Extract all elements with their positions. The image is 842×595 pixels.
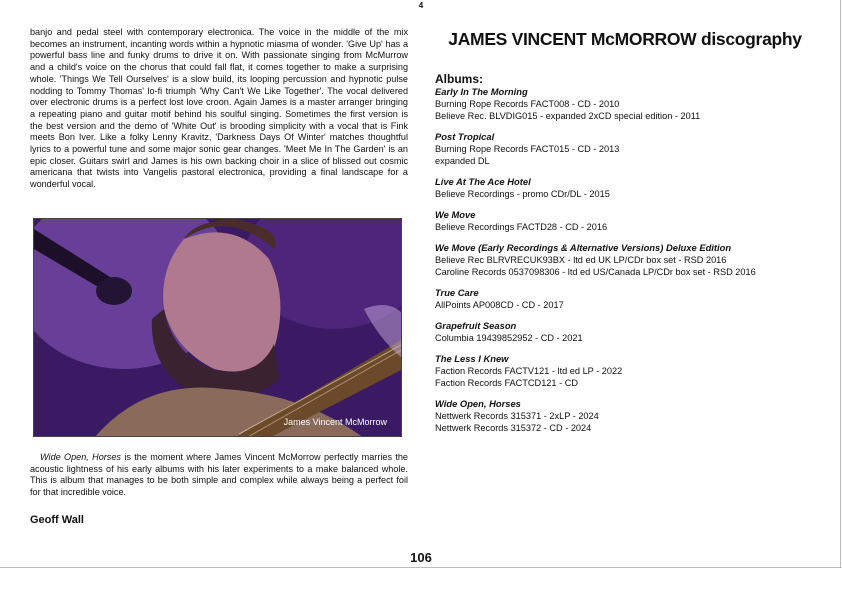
release-line: AllPoints AP008CD - CD - 2017	[435, 300, 564, 310]
release-line: Nettwerk Records 315372 - CD - 2024	[435, 423, 592, 433]
albums-heading: Albums:	[435, 72, 483, 86]
album-title-emphasis: Wide Open, Horses	[40, 452, 121, 462]
release-line: Believe Recordings FACTD28 - CD - 2016	[435, 222, 608, 232]
page-number: 106	[410, 550, 432, 565]
album-name: Live At The Ace Hotel	[435, 176, 531, 187]
album-entry	[435, 209, 815, 233]
release-line: Caroline Records 0537098306 - ltd ed US/Canada LP/CDr box set - RSD 2016	[435, 267, 756, 277]
article-paragraph-2-text: is the moment where James Vincent McMorrow perfectly marries the acoustic lightness of his early albums with his later experiments to a make balanced whole. This is album that manages to be both simple and complex while always being a perfect foil for that incredible voice.	[30, 452, 408, 498]
album-name: The Less I Knew	[435, 353, 509, 364]
artist-photo-illustration	[34, 219, 402, 437]
author-name: Geoff Wall	[30, 514, 84, 526]
artist-photo	[33, 218, 402, 437]
discography-list	[435, 72, 815, 443]
release-line: Nettwerk Records 315371 - 2xLP - 2024	[435, 411, 599, 421]
release-line: expanded DL	[435, 156, 490, 166]
album-entry	[435, 398, 815, 434]
album-name: Post Tropical	[435, 131, 495, 142]
page-border-right	[840, 0, 841, 568]
album-name: We Move	[435, 209, 476, 220]
release-line: Believe Rec BLRVRECUK93BX - ltd ed UK LP/CDr box set - RSD 2016	[435, 255, 727, 265]
article-paragraph-2	[30, 452, 408, 499]
release-line: Faction Records FACTCD121 - CD	[435, 378, 578, 388]
page-border-bottom	[0, 567, 842, 568]
top-page-number: 4	[418, 1, 424, 10]
album-name: Early In The Morning	[435, 86, 528, 97]
album-entry	[435, 287, 815, 311]
album-entry	[435, 86, 815, 122]
release-line: Believe Rec. BLVDIG015 - expanded 2xCD special edition - 2011	[435, 111, 701, 121]
release-line: Faction Records FACTV121 - ltd ed LP - 2022	[435, 366, 623, 376]
release-line: Burning Rope Records FACT008 - CD - 2010	[435, 99, 620, 109]
album-entry	[435, 242, 815, 278]
album-name: Wide Open, Horses	[435, 398, 521, 409]
release-line: Burning Rope Records FACT015 - CD - 2013	[435, 144, 620, 154]
article-paragraph-1: banjo and pedal steel with contemporary electronica. The voice in the middle of the mix becomes an instrument, incanting words within a hypnotic miasma of wonder. 'Give Up' has a powerful bass line and funky drums to drive it on. With passionate singing from McMurrow and a child's voice on the chorus that could fall flat, it comes together to make a surprising whole. 'Things We Tell Ourselves' is a slow build, its looping percussion and hypnotic pulse nodding to Tommy Thomas' lo-fi triumph 'Why Can't We Like Together'. The vocal delivered over electronic drums is a perfect lost love croon. Again James is a master arranger bringing a repeating piano and guitar motif behind his soulful singing. Sometimes the first version is the best version and the demo of 'White Out' is brooding simplicity with a vocal that is Fink meets Bon Iver. Like a folky Lenny Kravitz, 'Darkness Days Of Winter' matches thoughtful lyrics to a powerful tune and some major sonic gear changes. 'Meet Me In The Garden' is an epic closer. Guitars swirl and James is his own backing choir in a slice of blissed out cosmic americana that twists into Vangelis pastoral electronica, providing a final landscape for a wonderful vocal.	[30, 27, 408, 190]
album-entry	[435, 320, 815, 344]
release-line: Columbia 19439852952 - CD - 2021	[435, 333, 583, 343]
album-entry	[435, 176, 815, 200]
album-name: We Move (Early Recordings & Alternative Versions) Deluxe Edition	[435, 242, 732, 253]
photo-caption: James Vincent McMorrow	[283, 417, 387, 427]
album-entry	[435, 353, 815, 389]
album-name: True Care	[435, 287, 479, 298]
album-name: Grapefruit Season	[435, 320, 517, 331]
article-column	[30, 27, 408, 191]
discography-title: JAMES VINCENT McMORROW discography	[448, 29, 802, 49]
album-entry	[435, 131, 815, 167]
release-line: Believe Recordings - promo CDr/DL - 2015	[435, 189, 610, 199]
